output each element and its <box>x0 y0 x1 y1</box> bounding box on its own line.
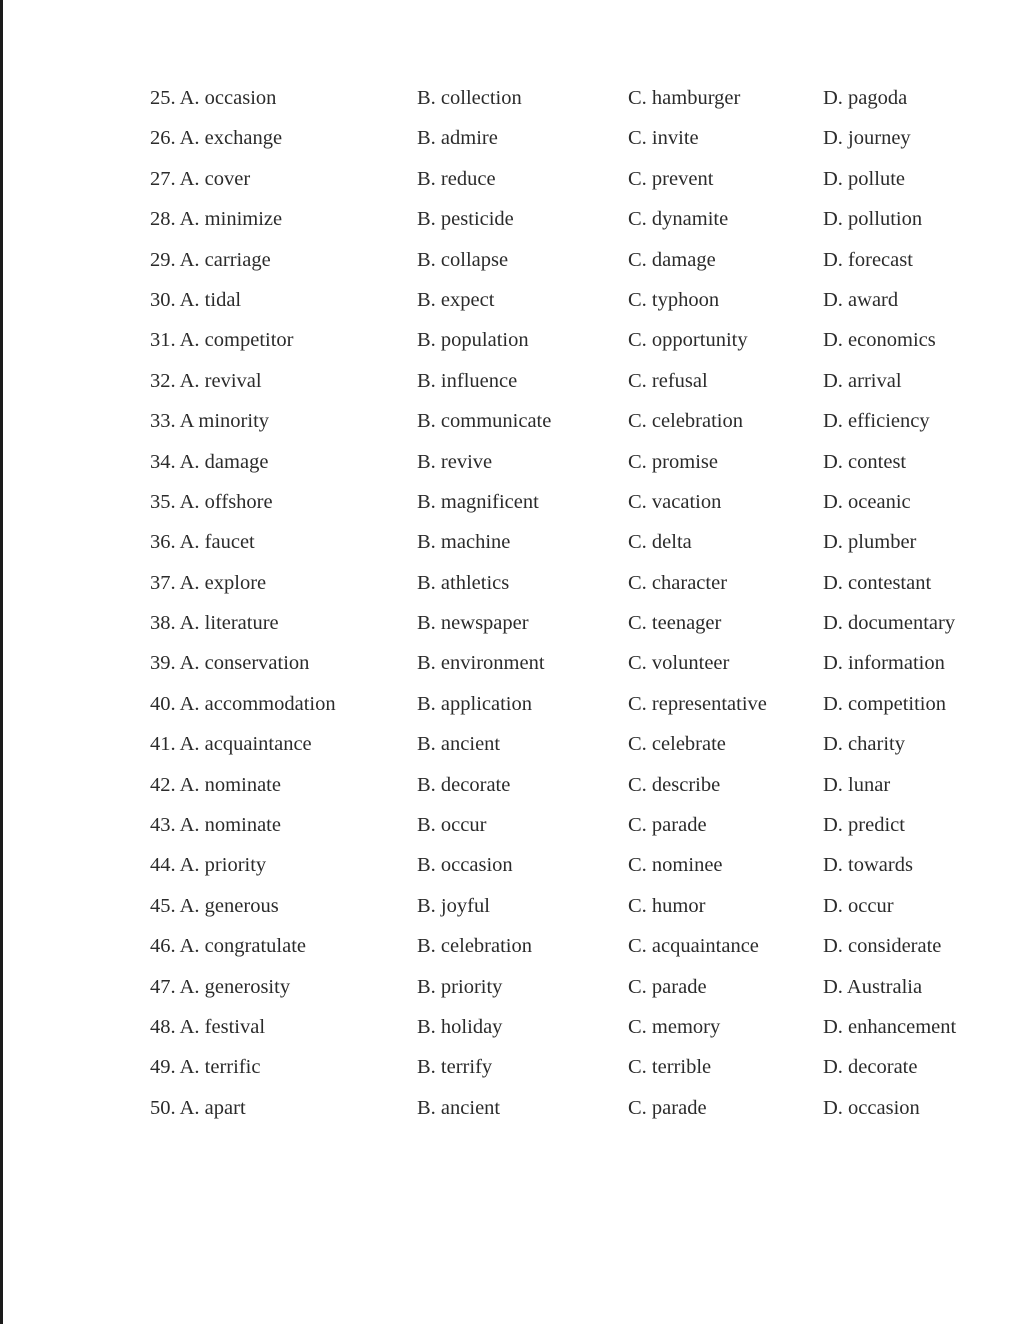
option-a: 32. A. revival <box>150 369 262 392</box>
option-c: C. teenager <box>628 612 722 635</box>
question-row <box>0 886 1024 926</box>
option-c: C. delta <box>628 531 692 554</box>
question-row <box>0 563 1024 603</box>
question-row <box>0 118 1024 158</box>
option-b: B. reduce <box>417 167 496 190</box>
option-b: B. newspaper <box>417 612 529 635</box>
option-c: C. memory <box>628 1015 721 1038</box>
question-row <box>0 78 1024 118</box>
option-a: 30. A. tidal <box>150 288 242 311</box>
option-d: D. competition <box>823 692 946 715</box>
option-d: D. arrival <box>823 369 902 392</box>
option-b: B. revive <box>417 450 493 473</box>
question-row <box>0 280 1024 320</box>
option-b: B. priority <box>417 975 503 998</box>
option-d: D. efficiency <box>823 410 930 433</box>
option-d: D. journey <box>823 127 911 150</box>
question-row <box>0 361 1024 401</box>
option-d: D. pollution <box>823 208 923 231</box>
option-a: 50. A. apart <box>150 1096 246 1119</box>
option-c: C. refusal <box>628 369 708 392</box>
option-a: 47. A. generosity <box>150 975 291 998</box>
option-b: B. magnificent <box>417 490 539 513</box>
option-a: 33. A minority <box>150 410 270 433</box>
option-a: 38. A. literature <box>150 612 279 635</box>
option-b: B. collapse <box>417 248 509 271</box>
option-c: C. nominee <box>628 854 723 877</box>
question-row <box>0 643 1024 683</box>
option-d: D. economics <box>823 329 936 352</box>
question-row <box>0 724 1024 764</box>
option-d: D. Australia <box>823 975 923 998</box>
option-a: 34. A. damage <box>150 450 269 473</box>
option-a: 43. A. nominate <box>150 814 281 837</box>
option-b: B. celebration <box>417 935 532 958</box>
option-b: B. influence <box>417 369 518 392</box>
option-c: C. invite <box>628 127 699 150</box>
question-list <box>0 78 1024 1128</box>
option-a: 48. A. festival <box>150 1015 266 1038</box>
option-d: D. occur <box>823 894 894 917</box>
option-a: 31. A. competitor <box>150 329 294 352</box>
option-d: D. plumber <box>823 531 917 554</box>
option-b: B. communicate <box>417 410 552 433</box>
option-d: D. considerate <box>823 935 942 958</box>
option-b: B. admire <box>417 127 498 150</box>
option-c: C. describe <box>628 773 721 796</box>
option-d: D. award <box>823 288 899 311</box>
option-d: D. towards <box>823 854 913 877</box>
option-c: C. parade <box>628 814 707 837</box>
question-row <box>0 603 1024 643</box>
question-row <box>0 320 1024 360</box>
question-row <box>0 522 1024 562</box>
option-c: C. celebration <box>628 410 743 433</box>
option-b: B. joyful <box>417 894 490 917</box>
option-c: C. opportunity <box>628 329 748 352</box>
option-b: B. occasion <box>417 854 513 877</box>
option-c: C. parade <box>628 1096 707 1119</box>
option-a: 49. A. terrific <box>150 1056 261 1079</box>
option-a: 44. A. priority <box>150 854 267 877</box>
question-row <box>0 805 1024 845</box>
option-d: D. contestant <box>823 571 932 594</box>
question-row <box>0 401 1024 441</box>
option-a: 39. A. conservation <box>150 652 310 675</box>
option-d: D. decorate <box>823 1056 918 1079</box>
question-row <box>0 1007 1024 1047</box>
option-b: B. occur <box>417 814 487 837</box>
option-c: C. parade <box>628 975 707 998</box>
option-a: 36. A. faucet <box>150 531 255 554</box>
option-c: C. typhoon <box>628 288 720 311</box>
option-c: C. celebrate <box>628 733 726 756</box>
option-b: B. application <box>417 692 533 715</box>
option-a: 37. A. explore <box>150 571 267 594</box>
question-row <box>0 442 1024 482</box>
option-b: B. decorate <box>417 773 511 796</box>
question-row <box>0 199 1024 239</box>
option-a: 25. A. occasion <box>150 87 277 109</box>
question-row <box>0 240 1024 280</box>
option-c: C. hamburger <box>628 87 741 109</box>
question-row <box>0 967 1024 1007</box>
option-c: C. representative <box>628 692 767 715</box>
option-a: 29. A. carriage <box>150 248 271 271</box>
option-b: B. terrify <box>417 1056 493 1079</box>
option-a: 28. A. minimize <box>150 208 283 231</box>
question-row <box>0 159 1024 199</box>
option-c: C. volunteer <box>628 652 730 675</box>
option-b: B. athletics <box>417 571 510 594</box>
option-d: D. oceanic <box>823 490 911 513</box>
option-a: 27. A. cover <box>150 167 251 190</box>
option-c: C. promise <box>628 450 718 473</box>
question-row <box>0 1047 1024 1087</box>
option-d: D. information <box>823 652 945 675</box>
option-b: B. ancient <box>417 733 501 756</box>
option-a: 26. A. exchange <box>150 127 283 150</box>
option-a: 41. A. acquaintance <box>150 733 312 756</box>
question-row <box>0 482 1024 522</box>
option-b: B. ancient <box>417 1096 501 1119</box>
option-b: B. collection <box>417 87 522 109</box>
option-a: 42. A. nominate <box>150 773 281 796</box>
option-b: B. pesticide <box>417 208 514 231</box>
question-row <box>0 1088 1024 1128</box>
option-d: D. documentary <box>823 612 956 635</box>
option-d: D. forecast <box>823 248 913 271</box>
option-d: D. charity <box>823 733 905 756</box>
option-b: B. holiday <box>417 1015 503 1038</box>
option-c: C. terrible <box>628 1056 712 1079</box>
option-d: D. lunar <box>823 773 891 796</box>
option-c: C. humor <box>628 894 706 917</box>
question-row <box>0 765 1024 805</box>
option-b: B. population <box>417 329 529 352</box>
option-b: B. environment <box>417 652 545 675</box>
option-a: 40. A. accommodation <box>150 692 336 715</box>
option-d: D. pagoda <box>823 87 908 109</box>
question-row <box>0 926 1024 966</box>
option-d: D. contest <box>823 450 907 473</box>
option-a: 46. A. congratulate <box>150 935 306 958</box>
option-b: B. expect <box>417 288 495 311</box>
option-a: 45. A. generous <box>150 894 279 917</box>
option-c: C. character <box>628 571 728 594</box>
option-a: 35. A. offshore <box>150 490 273 513</box>
option-c: C. acquaintance <box>628 935 759 958</box>
option-c: C. damage <box>628 248 716 271</box>
option-d: D. pollute <box>823 167 905 190</box>
option-c: C. dynamite <box>628 208 729 231</box>
option-c: C. vacation <box>628 490 722 513</box>
question-row <box>0 845 1024 885</box>
question-row <box>0 684 1024 724</box>
option-b: B. machine <box>417 531 511 554</box>
option-d: D. occasion <box>823 1096 920 1119</box>
option-c: C. prevent <box>628 167 714 190</box>
option-d: D. enhancement <box>823 1015 957 1038</box>
option-d: D. predict <box>823 814 905 837</box>
